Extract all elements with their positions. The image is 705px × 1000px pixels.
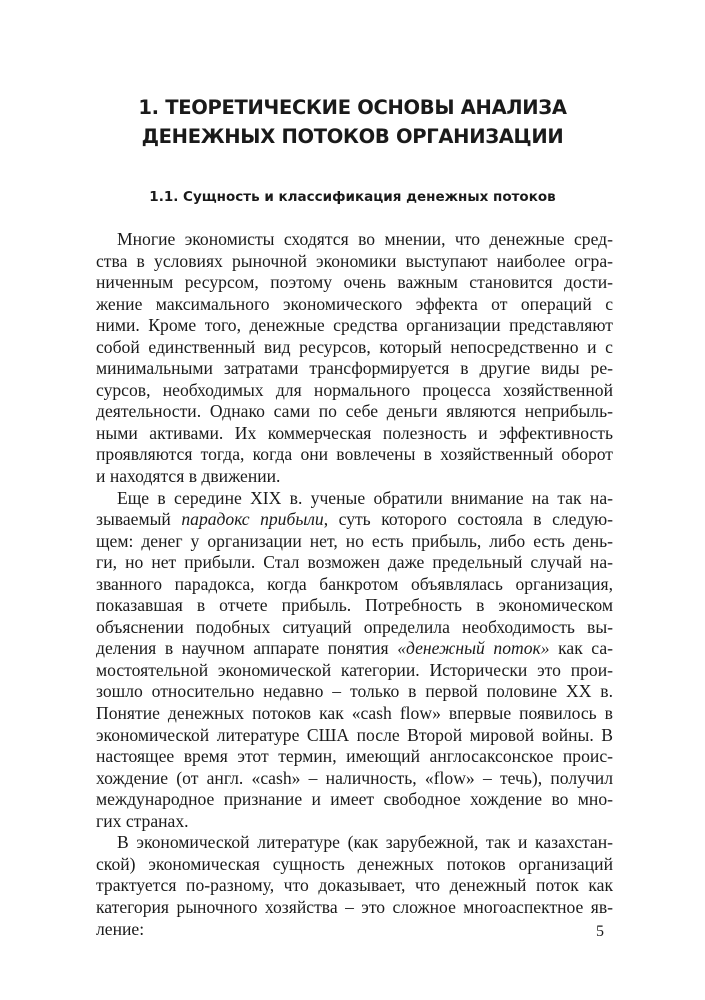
text-line: и находятся в движении. <box>96 466 281 487</box>
text-line <box>96 638 613 660</box>
text-line: ними. Кроме того, денежные средства организации представляют <box>96 315 613 336</box>
chapter-title <box>100 93 605 151</box>
text-run: , суть которого состояла в следую- <box>323 509 614 530</box>
text-line: настоящее время этот термин, имеющий англосаксонское проис- <box>96 746 613 767</box>
body-text <box>96 229 613 940</box>
chapter-title-line: ДЕНЕЖНЫХ ПОТОКОВ ОРГАНИЗАЦИИ <box>141 125 564 148</box>
page-number: 5 <box>596 923 604 940</box>
text-line: экономической литературе США после Второй мировой войны. В <box>96 724 613 745</box>
text-line: гих странах. <box>96 810 189 831</box>
text-line: трактуется по-разному, что доказывает, что денежный поток как <box>96 875 613 896</box>
text-line: ниченным ресурсом, поэтому очень важным становится дости- <box>96 272 613 293</box>
text-line: В экономической литературе (как зарубежной, так и казахстан- <box>117 832 613 853</box>
text-line: показавшая в отчете прибыль. Потребность в экономическом <box>96 595 613 616</box>
text-line <box>96 509 613 531</box>
italic-term-profit-paradox: парадокс прибыли <box>181 509 324 530</box>
text-run: как са- <box>549 638 613 659</box>
paragraph <box>96 832 613 940</box>
text-line: объяснении подобных ситуаций определила необходимость вы- <box>96 616 613 637</box>
text-line: зошло относительно недавно – только в первой половине XX в. <box>96 681 613 702</box>
text-line: деятельности. Однако сами по себе деньги являются неприбыль- <box>96 401 613 422</box>
text-line: Еще в середине XIX в. ученые обратили внимание на так на- <box>117 487 613 508</box>
text-line: Многие экономисты сходятся во мнении, что денежные сред- <box>117 229 613 249</box>
text-run: деления в научном аппарате понятия <box>96 638 398 659</box>
text-line: собой единственный вид ресурсов, который непосредственно и с <box>96 336 613 357</box>
text-line: Понятие денежных потоков как «cash flow» впервые появилось в <box>96 703 613 724</box>
text-run: зываемый <box>96 509 182 530</box>
text-line: ление: <box>96 918 145 939</box>
text-line: званного парадокса, когда банкротом объявлялась организация, <box>96 573 613 594</box>
section-title: 1.1. Сущность и классификация денежных потоков <box>149 189 556 205</box>
text-line: международное признание и имеет свободное хождение во мно- <box>96 789 613 810</box>
text-line: ства в условиях рыночной экономики выступают наиболее огра- <box>96 250 613 271</box>
text-line: хождение (от англ. «cash» – наличность, «flow» – течь), получил <box>96 767 613 788</box>
text-line: щем: денег у организации нет, но есть прибыль, либо есть день- <box>96 530 613 551</box>
text-line: ными активами. Их коммерческая полезность и эффективность <box>96 422 613 443</box>
text-line: ской) экономическая сущность денежных потоков организаций <box>96 853 613 874</box>
text-line: мостоятельной экономической категории. Исторически это прои- <box>96 659 613 680</box>
italic-term-cash-flow: «денежный поток» <box>397 638 550 659</box>
text-line: ги, но нет прибыли. Стал возможен даже предельный случай на- <box>96 552 613 573</box>
text-line: категория рыночного хозяйства – это сложное многоаспектное яв- <box>96 896 613 917</box>
chapter-title-line: 1. ТЕОРЕТИЧЕСКИЕ ОСНОВЫ АНАЛИЗА <box>138 96 567 119</box>
text-line: сурсов, необходимых для нормального процесса хозяйственной <box>96 379 613 400</box>
text-line: жение максимального экономического эффекта от операций с <box>96 293 613 314</box>
paragraph <box>96 488 613 833</box>
text-line: минимальными затратами трансформируется в другие виды ре- <box>96 358 613 379</box>
text-line: проявляются тогда, когда они вовлечены в хозяйственный оборот <box>96 444 613 465</box>
paragraph <box>96 229 613 488</box>
